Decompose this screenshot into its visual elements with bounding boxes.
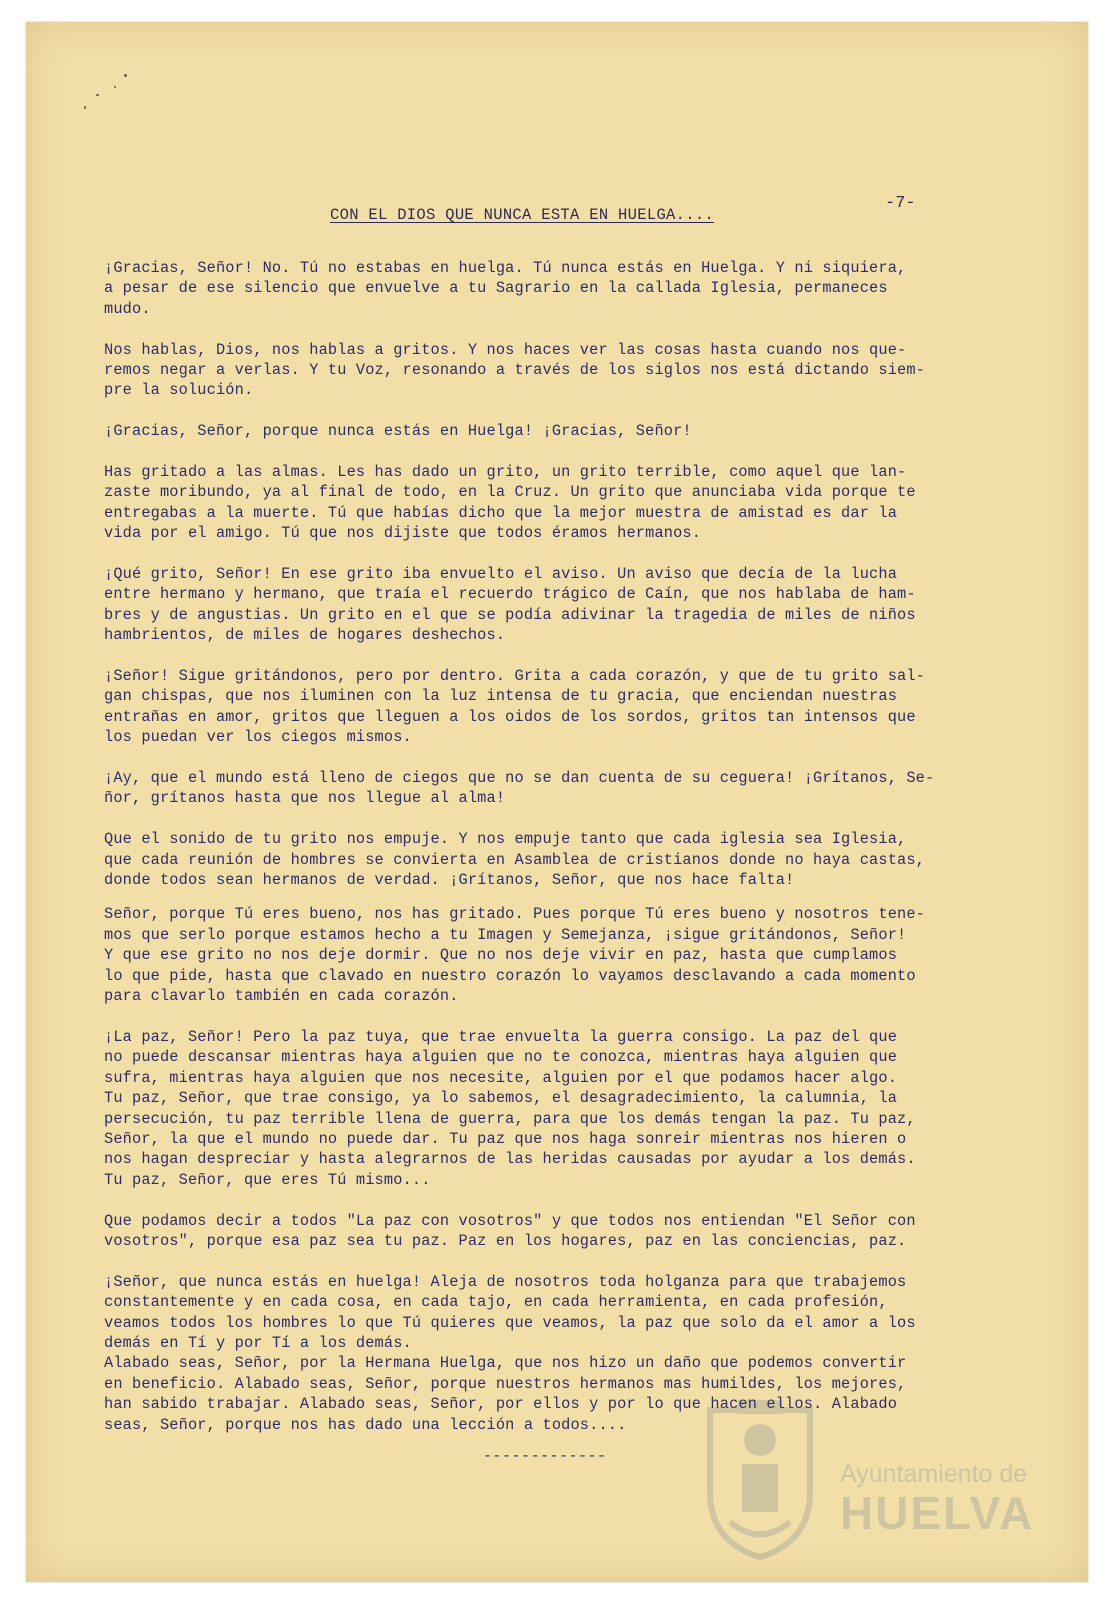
watermark-line-1: Ayuntamiento de [840, 1460, 1028, 1488]
paragraph: ¡Qué grito, Señor! En ese grito iba envuelto el aviso. Un aviso que decía de la lucha entre hermano y hermano, que traía el recuerdo trágico de Caín, que nos hablaba de ham- bres y de angustias. Un grito en el que se podía adivinar la tragedia de miles de niños hambrientos, de miles de hogares deshechos. [104, 565, 916, 645]
paragraph: ¡Ay, que el mundo está lleno de ciegos que no se dan cuenta de su ceguera! ¡Grítanos, Se- ñor, grítanos hasta que nos llegue al alma! [104, 769, 935, 808]
paragraph: ¡Gracias, Señor! No. Tú no estabas en huelga. Tú nunca estás en Huelga. Y ni siquiera, a pesar de ese silencio que envuelve a tu Sagrario en la callada Iglesia, permaneces mudo. [104, 259, 907, 318]
paragraph: ¡Señor, que nunca estás en huelga! Aleja de nosotros toda holganza para que trabajemos constantemente y en cada cosa, en cada tajo, en cada herramienta, en cada profesión, veamos todos los hombres lo que Tú quieres que veamos, la paz que solo da el amor a los demás en Tí y por Tí a los demás. Alabado seas, Señor, por la Hermana Huelga, que nos hizo un daño que podemos convertir en beneficio. Alabado seas, Señor, porque nuestros hermanos mas humildes, los mejores, han sabido trabajar. Alabado seas, Señor, por ellos y por lo que hacen ellos. Alabado seas, Señor, porque nos has dado una lección a todos.... [104, 1272, 916, 1434]
paragraph: ¡Señor! Sigue gritándonos, pero por dentro. Grita a cada corazón, y que de tu grito sal- gan chispas, que nos iluminen con la luz intensa de tu gracia, que enciendan nuestras entrañas en amor, gritos que lleguen a los oidos de los sordos, gritos tan intensos que los puedan ver los ciegos mismos. [104, 667, 926, 747]
paper-stain [124, 74, 127, 77]
paper-stain [114, 86, 116, 88]
paragraph: Señor, porque Tú eres bueno, nos has gritado. Pues porque Tú eres bueno y nosotros tene- mos que serlo porque estamos hecho a tu Imagen y Semejanza, ¡sigue gritándonos, Señor! Y que ese grito no nos deje dormir. Que no nos deje vivir en paz, hasta que cumplamos lo que pide, hasta que clavado en nuestro corazón lo vayamos desclavando a cada momento para clavarlo también en cada corazón. [104, 905, 926, 1006]
paper-stain [84, 106, 86, 109]
document-body [104, 258, 1004, 1435]
document-title: CON EL DIOS QUE NUNCA ESTA EN HUELGA.... [330, 206, 715, 224]
watermark-line-2: HUELVA [840, 1487, 1035, 1539]
paragraph: Nos hablas, Dios, nos hablas a gritos. Y nos haces ver las cosas hasta cuando nos que- remos negar a verlas. Y tu Voz, resonando a través de los siglos nos está dictando siem- pre la solución. [104, 340, 926, 400]
coat-of-arms-icon [700, 1382, 820, 1562]
paragraph: Que el sonido de tu grito nos empuje. Y nos empuje tanto que cada iglesia sea Iglesia, que cada reunión de hombres se convierta en Asamblea de cristianos donde no haya castas, donde todos sean hermanos de verdad. ¡Grítanos, Señor, que nos hace falta! [104, 830, 926, 890]
paragraph: ¡Gracias, Señor, porque nunca estás en Huelga! ¡Gracias, Señor! [104, 422, 692, 441]
paragraph: Que podamos decir a todos "La paz con vosotros" y que todos nos entiendan "El Señor con vosotros", porque esa paz sea tu paz. Paz en los hogares, paz en las conciencias, paz. [104, 1211, 916, 1250]
separator-line: ------------- [483, 1448, 607, 1465]
paragraph: Has gritado a las almas. Les has dado un grito, un grito terrible, como aquel que lan- zaste moribundo, ya al final de todo, en la Cruz. Un grito que anunciaba vida porque te entregabas a la muerte. Tú que habías dicho que la mejor muestra de amistad es dar la vida por el amigo. Tú que nos dijiste que todos éramos hermanos. [104, 463, 916, 543]
ayuntamiento-watermark [700, 1382, 1040, 1562]
page-number: -7- [885, 194, 916, 213]
paragraph: ¡La paz, Señor! Pero la paz tuya, que trae envuelta la guerra consigo. La paz del que no puede descansar mientras haya alguien que no te conozca, mientras haya alguien que sufra, mientras haya alguien que nos necesite, alguien por el que podamos hacer algo. Tu paz, Señor, que trae consigo, ya lo sabemos, el desagradecimiento, la calumnia, la persecución, tu paz terrible llena de guerra, para que los demás tengan la paz. Tu paz, Señor, la que el mundo no puede dar. Tu paz que nos haga sonreir mientras nos hieren o nos hagan despreciar y hasta alegrarnos de las heridas causadas por ayudar a los demás. Tu paz, Señor, que eres Tú mismo... [104, 1027, 916, 1189]
paper-stain [96, 94, 99, 96]
